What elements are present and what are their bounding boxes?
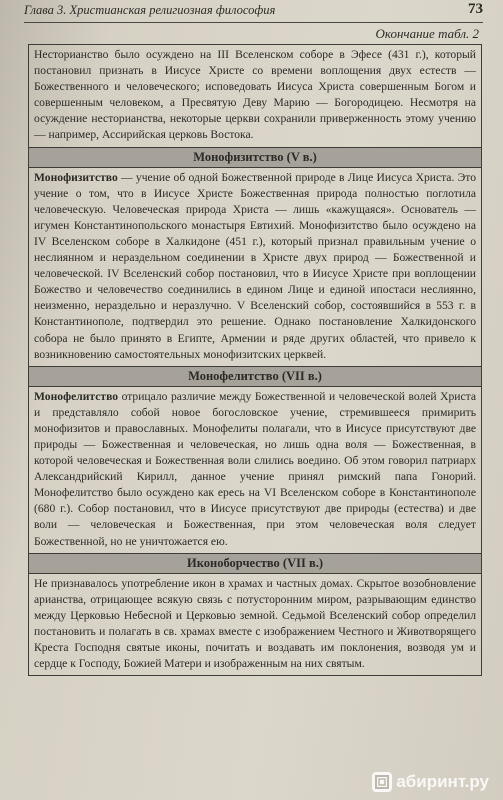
- nestorianism-cell: [29, 45, 481, 147]
- nestorianism-text: Несторианство было осуждено на III Вселенском соборе в Эфесе (431 г.), который постановил признать в Иисусе Христе со времени воплощения двух естеств — Божественного и человеческого; исповедовать Иисуса Христа совершенным Богом и совершенным человеком, а Пресвятую Деву Марию — Богородицею. Несмотря на осуждение несторианства, некоторые церкви сохранили приверженность этому учению — например, Ассирийская церковь Востока.: [34, 48, 476, 142]
- monophysitism-header: Монофизитство (V в.): [29, 147, 481, 168]
- monothelitism-header: Монофелитство (VII в.): [29, 366, 481, 387]
- monothelitism-cell: [29, 387, 481, 553]
- labirint-watermark: [372, 772, 489, 792]
- page-header: [24, 0, 483, 23]
- monothelitism-text: отрицало различие между Божественной и человеческой волей Христа и представляло собой новое богословское учение, стремившееся примирить монофизитов и православных. Монофелиты полагали, что в Иисусе присутствуют две природы — Божественная и человеческая, но лишь одна воля — Божественная, в которой человеческая и Божественная воли слились воедино. Об этом говорил патриарх Александрийский Кирилл, данное учение принял римский папа Гонорий. Монофелитство было осуждено как ересь на VI Вселенском соборе в Константинополе (680 г.). Собор постановил, что в Иисусе присутствуют две природы (естества) и две воли — человеческая и Божественная, при этом человеческая воля следует Божественной, но не уничтожается ею.: [34, 389, 476, 548]
- page-number: 73: [468, 1, 483, 17]
- monophysitism-cell: [29, 168, 481, 366]
- monophysitism-term: Монофизитство: [34, 170, 118, 184]
- iconoclasm-text: Не признавалось употребление икон в храмах и частных домах. Скрытое возобновление арианства, отрицающее всякую связь с потусторонним миром, разрывающим единство между Церковью Небесной и Церковью земной. Седьмой Вселенский собор определил постановить и полагать в св. храмах вместе с изображением Честного и Животворящего Креста Господня святые иконы, почитать и воздавать им поклонения, возводя ум и сердце к Господу, Божией Матери и изображенным на них святым.: [34, 576, 476, 671]
- monophysitism-text: — учение об одной Божественной природе в Лице Иисуса Христа. Это учение о том, что в Иисусе Христе Божественная природа полностью поглотила человеческую. Человеческая природа Христа — лишь «кажущаяся». Основатель — игумен Константинопольского монастыря Евтихий. Монофизитство было осуждено на IV Вселенском соборе в Халкидоне (451 г.), который признал правильным учение о неслиянном и нераздельном соединении в Христе двух природ — Божественной и человеческой. IV Вселенский собор постановил, что в Иисусе Христе при воплощении Божество и человечество соединились в едином Лице и единой ипостаси неслиянно, неизменно, нераздельно и неразлучно. V Вселенский собор, состоявшийся в 553 г. в Константинополе, подтвердил это решение. Однако постановление Халкидонского собора не было принято в Египте, Армении и ряде других областей, что привело к возникновению самостоятельных монофизитских церквей.: [34, 170, 476, 361]
- labirint-logo-icon: [372, 772, 392, 792]
- monothelitism-term: Монофелитство: [34, 389, 119, 403]
- iconoclasm-cell: [29, 574, 481, 676]
- heresy-table: [28, 44, 482, 676]
- running-head: Глава 3. Христианская религиозная философия: [24, 3, 276, 17]
- iconoclasm-header: Иконоборчество (VII в.): [29, 553, 481, 574]
- watermark-text: абиринт.ру: [396, 772, 489, 791]
- table-caption: Окончание табл. 2: [375, 26, 479, 41]
